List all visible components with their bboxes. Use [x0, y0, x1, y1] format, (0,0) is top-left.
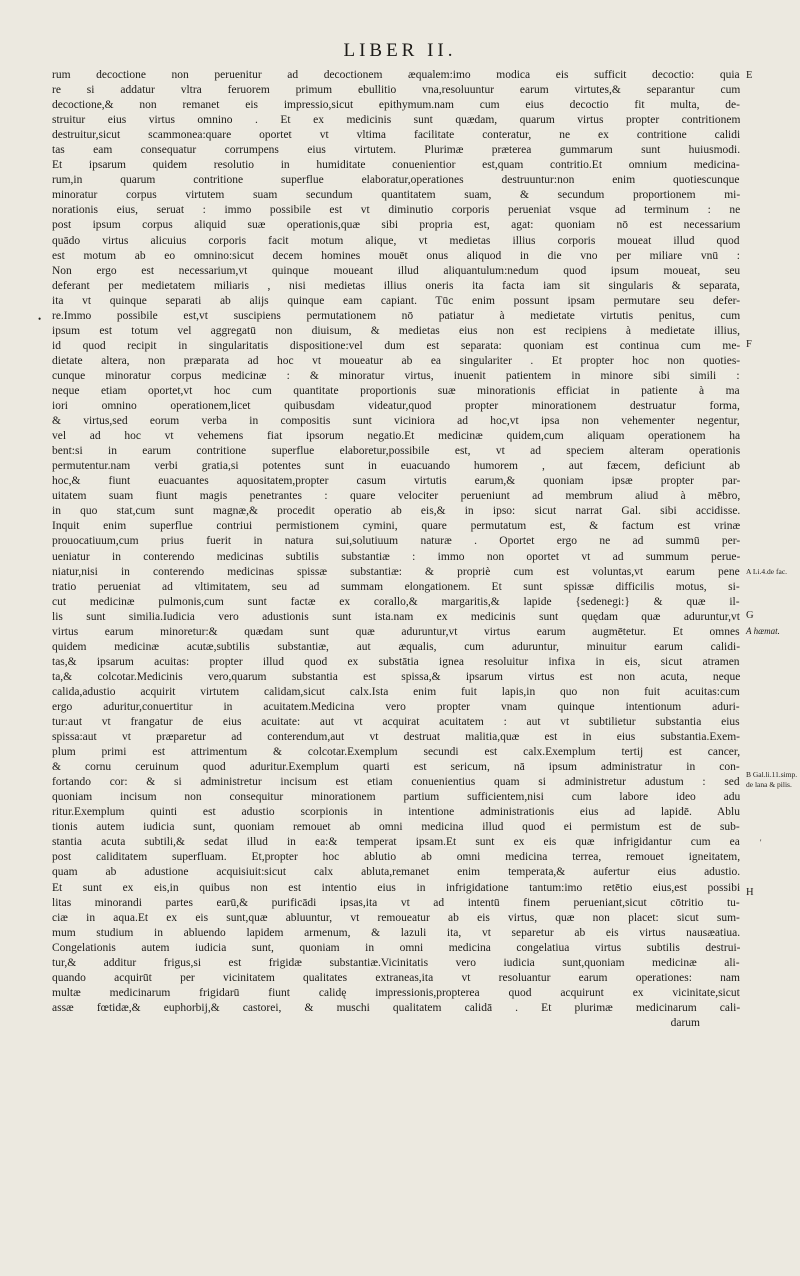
text-line: in quo stat,cum sunt magnæ,& procedit operatio ab eis,& in ipso: sicut narrat Gal. sibi accidisse. — [52, 505, 740, 518]
body-text — [52, 68, 740, 1031]
text-line: norationis eius, seruat : immo possibile est vt diminutio corporis perueniat vsque ad terminum : ne — [52, 204, 740, 217]
text-line: ritur.Exemplum quinti est adustio scorpionis in intentione administrationis eius ad lapidē. Ablu — [52, 806, 740, 819]
text-line: tas,& ipsarum acuitas: propter illud quod ex substātia ignea resoluitur infixa in eis, sicut atramen — [52, 655, 740, 668]
text-line: ciæ in aqua.Et ex eis sunt,quæ abluuntur, vt remoueatur ab eis virtus, quæ non placet: sicut sum- — [52, 911, 740, 924]
text-line: uitatem suam fiunt magis penetrantes : quare velociter perueniunt ad membrum aliud à mēbro, — [52, 490, 740, 503]
text-line: rum,in quarum contritione superflue elaboratur,operationes destruuntur:non enim quotiescunque — [52, 174, 740, 187]
text-line: ita vt quinque separati ab alijs quinque eam capiant. Tūc enim possunt ipsam permutare seu defer- — [52, 294, 740, 307]
running-head: LIBER II. — [343, 40, 457, 61]
text-line: assæ fœtidæ,& euphorbij,& castorei, & muschi qualitatem calidā . Et plurimæ medicinarum cali- — [52, 1001, 740, 1014]
text-line: rum decoctione non peruenitur ad decoctionem æqualem:imo modica eis sufficit decoctio: quia — [52, 69, 740, 81]
text-line: minoratur corpus virtutem suam secundum quantitatem suam, & secundum proportionem mi- — [52, 189, 740, 202]
text-line: struitur eius virtus omnino . Et ex medicinis sunt quædam, quarum virtus propter contritionem — [52, 114, 740, 127]
text-line: calida,adustio acquirit virtutem calidam,sicut calx.Ista enim fuit lapis,in quo non fuit acuitas:cum — [52, 685, 740, 698]
text-line: Inquit enim superflue contriui permistionem cymini, quare permutatum est, & factum est vrinæ — [52, 520, 740, 533]
text-line: mum studium in abluendo lapidem armenum, & lazuli ita, vt separetur ab eis virtus nausæatiua. — [52, 926, 740, 939]
margin-tick-right: ' — [760, 838, 762, 847]
text-line: bent:si in earum contritione superflue elaboretur,possibile est, vt ad speciem alteram operationis — [52, 445, 740, 458]
text-line: re.Immo possibile est,vt suscipiens permutationem nō patiatur à medietate virtutis penitus, cum — [52, 309, 740, 322]
text-line: tur,& additur frigus,si est frigidæ substantiæ.Vicinitatis vero iudicia sunt,quoniam medicinæ ali- — [52, 956, 740, 969]
margin-note-haemat: A hæmat. — [746, 626, 780, 636]
text-line: deferant per medietatem miliaris , nisi medietas illius oneris ita facta iam sit singularis & separata, — [52, 279, 740, 292]
text-line: iori omnino operationem,licet quibusdam videatur,quod propter minorationem destruatur forma, — [52, 400, 740, 413]
text-line: tratio perueniat ad vltimitatem, seu ad summam elongationem. Et sunt spissæ difficilis motus, si- — [52, 580, 740, 593]
text-line: ueniatur in conterendo medicinas subtilis substantiæ : immo non oportet vt ad summum perue- — [52, 550, 740, 563]
text-line: ipsum est totum vel aggregatū non diuisum, & medietas eius non est recipiens à medietate illius, — [52, 324, 740, 337]
text-line: fortando cor: & si administretur incisum est etiam conuenientius quam si administretur adustum : sed — [52, 776, 740, 789]
text-line: & virtus,sed eorum verba in compositis sunt viciniora ad hoc,vt ipsa non vehementer negentur, — [52, 415, 740, 428]
text-line: Et ipsarum quidem resolutio in humiditate conuenientior est,quam contritio.Et omnium medicina- — [52, 159, 740, 172]
text-line: & cornu ceruinum quod aduritur.Exemplum quarti est sericum, nā ipsum administratur in con- — [52, 761, 740, 774]
text-line: hoc,& fiunt euacuantes aquositatem,propter casum virtutis earum,& quoniam ipsæ propter par- — [52, 475, 740, 488]
text-line: plum primi est attrimentum & colcotar.Exemplum secundi est calx.Exemplum tertij est cancer, — [52, 746, 740, 759]
margin-letter-h: H — [746, 887, 754, 898]
text-line: est motum ab eo omnino:sicut decem homines mouēt onus aliquod in die vno per miliare vnū : — [52, 249, 740, 262]
text-line: tas eam consequatur corrumpens eius virtutem. Plurimæ præterea gummarum sunt huiusmodi. — [52, 144, 740, 157]
margin-note-gal-simp: B Gal.li.11.simp. — [746, 770, 798, 779]
text-line: quam ab adustione acquisiuit:sicut calx abluta,remanet enim temperata,& aufertur eius adustio. — [52, 866, 740, 879]
text-line: multæ medicinarum frigidarū fiunt calidę impressionis,propterea quod acquirunt ex vicinitate,sicut — [52, 986, 740, 999]
text-line: destruitur,sicut scammonea:quare oportet vt vltima facilitate conteratur, ne ex contritione calidi — [52, 129, 740, 142]
text-line: quando acquirūt per vicinitatem qualitates extraneas,ita vt resoluantur earum operationes: nam — [52, 971, 740, 984]
text-line: post ipsum corpus aliquid suæ operationis,quæ sibi propria est, agat: quoniam nō est necessarium — [52, 219, 740, 232]
text-line: tur:aut vt frangatur de eius acuitate: aut vt acquirat acuitatem : aut vt subtilietur substantia eius — [52, 716, 740, 729]
margin-letter-g: G — [746, 610, 754, 621]
text-line: post caliditatem superfluam. Et,propter hoc ablutio ab omni medicina terrea, remouet igneitatem, — [52, 851, 740, 864]
text-line: ergo aduritur,conuertitur in acuitatem.Medicina vero propter vnam quinque intentionum aduri- — [52, 700, 740, 713]
text-line: permutentur.nam verbi gratia,si potentes sunt in euacuando humorem , aut fæcem, deficiunt ab — [52, 460, 740, 473]
text-line: litas minorandi partes earū,& purificādi ipsas,ita vt ad intentū finem perueniant,sicut cōtritio tu- — [52, 896, 740, 909]
margin-letter-e: E — [746, 70, 753, 81]
text-line: decoctione,& non remanet eis impressio,sicut epithymum.nam cum eius decoctio fit multa, de- — [52, 99, 740, 112]
text-line: Non ergo est necessarium,vt quinque moueant illud aliquantulum:nedum quod ipsum moueat, seu — [52, 264, 740, 277]
margin-note-de-lana: de lana & pilis. — [746, 780, 792, 789]
text-line: Et sunt ex eis,in quibus non est intentio eius in infrigidatione tantum:imo retētio eius,est possibi — [52, 881, 740, 894]
text-line: lis sunt similia.Iudicia vero adustionis sunt ista.nam ex medicinis sunt quędam quæ aduruntur,vt — [52, 610, 740, 623]
margin-note-lib4: A Li.4.de fac. — [746, 567, 788, 576]
text-line: neque etiam oportet,vt hoc cum quantitate proportionis suæ minorationis efficiat in patiente à ma — [52, 384, 740, 397]
text-line: quoniam incisum non consequitur minorationem partium sufficientem,nisi cum labore ideo adu — [52, 791, 740, 804]
text-line: spissa:aut vt præparetur ad conterendum,aut vt destruat malitia,quæ est in eius substantia.Exem- — [52, 731, 740, 744]
text-line: cunque minoratur corpus medicinæ : & minoratur virtus, inuenit patientem in minore sibi simili : — [52, 369, 740, 382]
text-line: stantia acuta subtili,& sedat illud in ea:& temperat ipsam.Et sunt ex eis quæ infrigidantur cum ea — [52, 836, 740, 849]
text-line: quidem medicinæ acutæ,subtilis substantiæ, aut æqualis, cum aduruntur, minuitur earum calidi- — [52, 640, 740, 653]
text-line: Congelationis autem iudicia sunt, quoniam in omni medicina congelatiua virtus subtilis destrui- — [52, 941, 740, 954]
text-line: tionis autem iudicia sunt, quoniam remouet ab omni medicina illud quod ei permistum est de sub- — [52, 821, 740, 834]
margin-letter-f: F — [746, 339, 752, 350]
text-line: dietate altera, non præparata ad hoc vt moueatur ab ea singulariter . Et propter hoc non quoties- — [52, 354, 740, 367]
text-line: re si addatur vltra feruorem primum ebullitio vna,resoluuntur earum virtutes,& separantur cum — [52, 84, 740, 97]
text-line: cut medicinæ pulmonis,cum sunt factæ ex corallo,& margaritis,& lapide {sedenegi:} & quæ il- — [52, 595, 740, 608]
text-line: virtus earum minoretur:& quædam sunt quæ aduruntur,vt virtus earum augmētetur. Et omnes — [52, 625, 740, 638]
text-line: ta,& colcotar.Medicinis vero,quarum substantia est spissa,& ipsarum virtus est non acuta, neque — [52, 670, 740, 683]
text-line: darum — [670, 1016, 700, 1029]
text-line: niatur,nisi in conterendo medicinas spissæ substantiæ: & propriè cum est voluntas,vt earum pene — [52, 565, 740, 578]
text-line: id quod recipit in singularitatis dispositione:vel dum est separata: quoniam est continua cum me- — [52, 339, 740, 352]
text-line: quādo virtus alicuius corporis facit motum alique, vt medietas illius corporis moueat illud quod — [52, 234, 740, 247]
text-line: prouocatiuum,cum prius fuerit in natura sui,solutiuum naturæ . Oportet ergo ne ad summū per- — [52, 535, 740, 548]
margin-dot-left: • — [38, 314, 42, 324]
text-line: vel ad hoc vt vehemens fiat ipsorum negatio.Et medicinæ quidem,cum aliquam operationem ha — [52, 430, 740, 443]
